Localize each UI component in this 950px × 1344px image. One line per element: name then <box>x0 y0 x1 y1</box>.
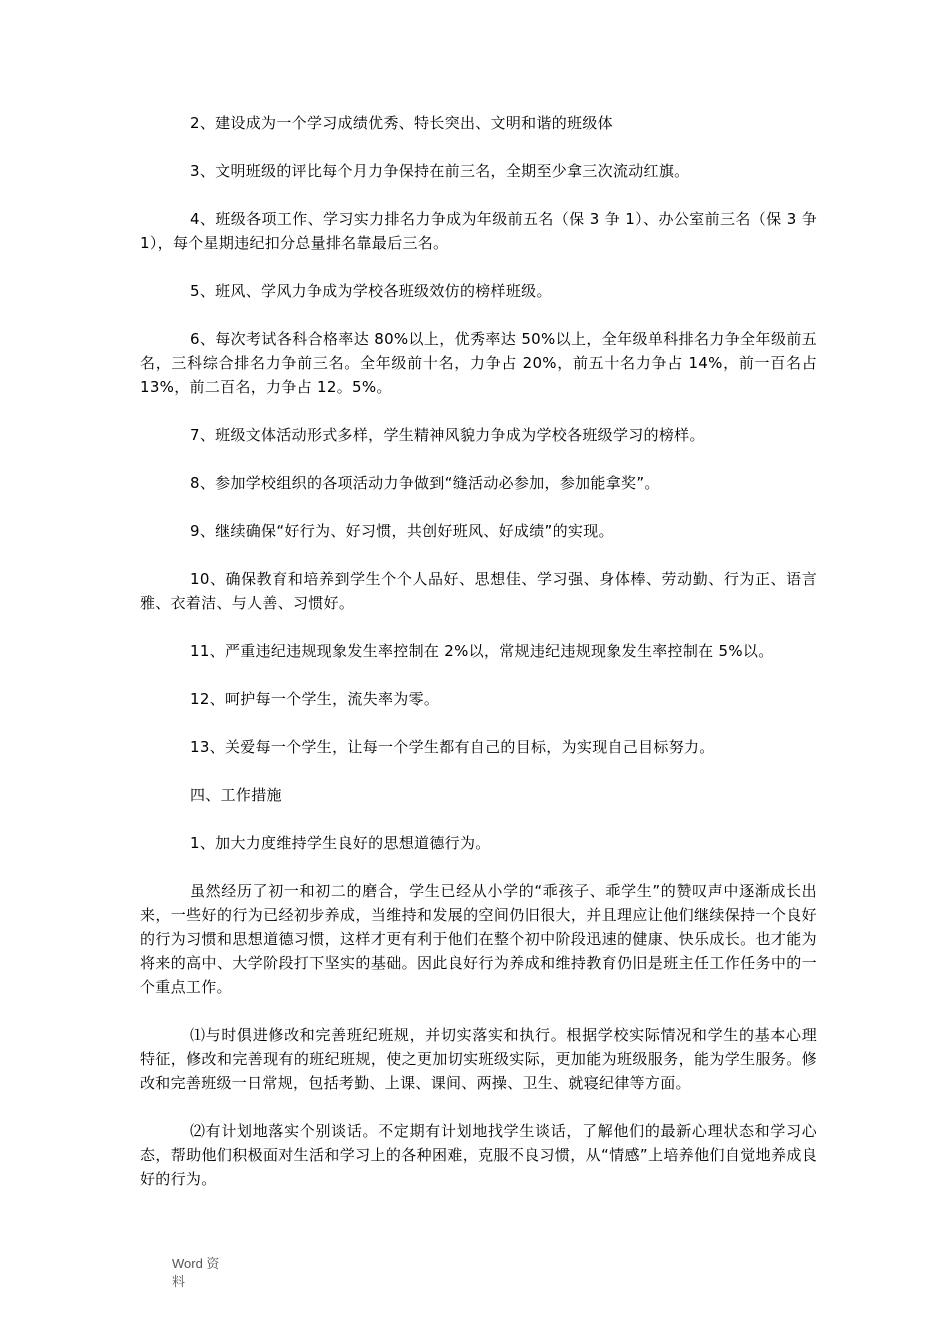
measure-1-sub-2: ⑵有计划地落实个别谈话。不定期有计划地找学生谈话，了解他们的最新心理状态和学习心态，帮助他们积极面对生活和学习上的各种困难，克服不良习惯，从“情感”上培养他们自觉地养成良好的行为。 <box>140 1122 817 1188</box>
measure-heading-1: 1、加大力度维持学生良好的思想道德行为。 <box>190 834 491 852</box>
section-heading-measures: 四、工作措施 <box>190 786 282 804</box>
goal-item-6: 6、每次考试各科合格率达 80%以上，优秀率达 50%以上，全年级单科排名力争全年级前五名，三科综合排名力争前三名。全年级前十名，力争占 20%，前五十名力争占 14%，前一百名占 13%，前二百名，力争占 12。5%。 <box>140 330 817 396</box>
goal-item-12: 12、呵护每一个学生，流失率为零。 <box>190 690 440 708</box>
document-body <box>140 111 817 1215</box>
goal-item-4: 4、班级各项工作、学习实力排名力争成为年级前五名（保 3 争 1）、办公室前三名（保 3 争 1），每个星期违纪扣分总量排名靠最后三名。 <box>140 210 817 252</box>
goal-item-8: 8、参加学校组织的各项活动力争做到“缝活动必参加，参加能拿奖”。 <box>190 474 660 492</box>
page-footer: Word 资料 <box>172 1256 220 1289</box>
goal-item-5: 5、班风、学风力争成为学校各班级效仿的榜样班级。 <box>190 282 552 300</box>
goal-item-9: 9、继续确保“好行为、好习惯，共创好班风、好成绩”的实现。 <box>190 522 614 540</box>
goal-item-11: 11、严重违纪违规现象发生率控制在 2%以，常规违纪违规现象发生率控制在 5%以。 <box>190 642 774 660</box>
goal-item-13: 13、关爱每一个学生，让每一个学生都有自己的目标，为实现自己目标努力。 <box>190 738 715 756</box>
goal-item-7: 7、班级文体活动形式多样，学生精神风貌力争成为学校各班级学习的榜样。 <box>190 426 705 444</box>
measure-1-body: 虽然经历了初一和初二的磨合，学生已经从小学的“乖孩子、乖学生”的赞叹声中逐渐成长出来，一些好的行为已经初步养成，当维持和发展的空间仍旧很大，并且理应让他们继续保持一个良好的行为习惯和思想道德习惯，这样才更有利于他们在整个初中阶段迅速的健康、快乐成长。也才能为将来的高中、大学阶段打下坚实的基础。因此良好行为养成和维持教育仍旧是班主任工作任务中的一个重点工作。 <box>140 882 817 996</box>
goal-item-10: 10、确保教育和培养到学生个个人品好、思想佳、学习强、身体棒、劳动勤、行为正、语言雅、衣着洁、与人善、习惯好。 <box>140 570 817 612</box>
measure-1-sub-1: ⑴与时俱进修改和完善班纪班规，并切实落实和执行。根据学校实际情况和学生的基本心理特征，修改和完善现有的班纪班规，使之更加切实班级实际，更加能为班级服务，能为学生服务。修改和完善班级一日常规，包括考勤、上课、课间、两操、卫生、就寝纪律等方面。 <box>140 1026 817 1092</box>
goal-item-3: 3、文明班级的评比每个月力争保持在前三名，全期至少拿三次流动红旗。 <box>190 162 690 180</box>
goal-item-2: 2、建设成为一个学习成绩优秀、特长突出、文明和谐的班级体 <box>190 114 613 132</box>
